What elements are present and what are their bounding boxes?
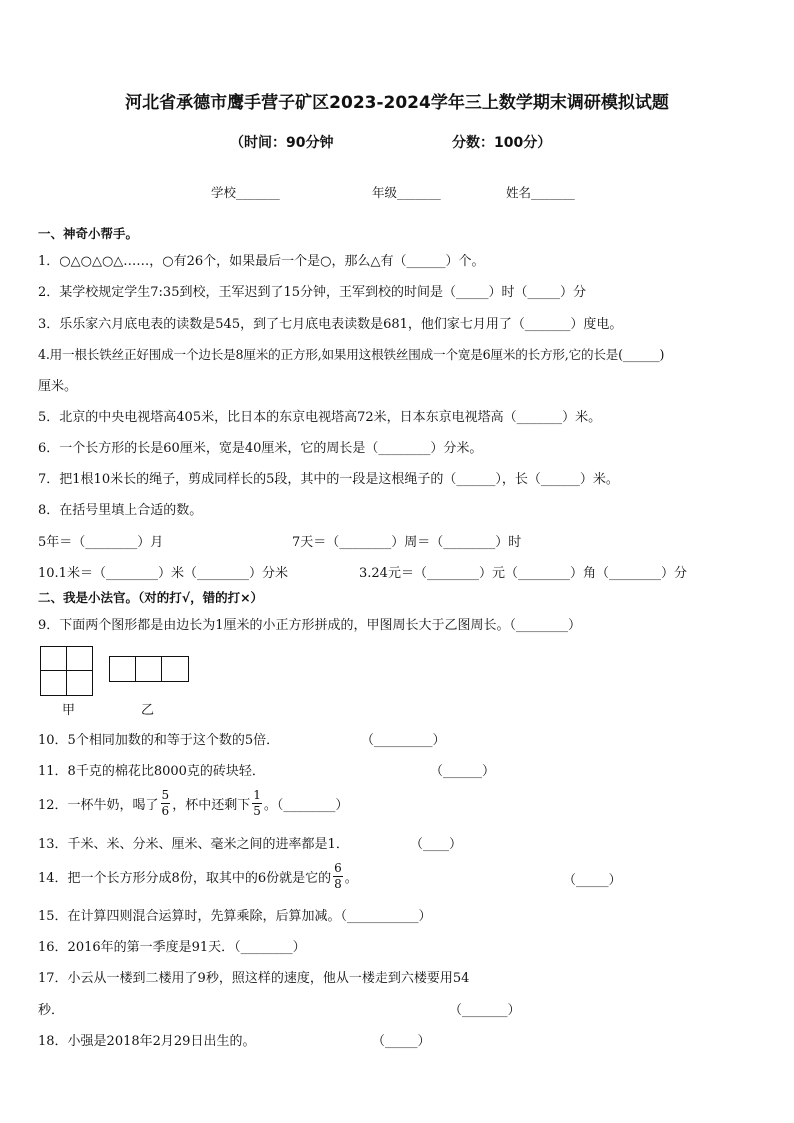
question-11-blank: （______） <box>430 764 496 779</box>
question-2: 2．某学校规定学生7:35到校，王军迟到了15分钟，王军到校的时间是（_____）时（_____）分 <box>38 285 587 300</box>
question-13-blank: （____） <box>410 837 463 852</box>
school-field: 学校_______ <box>211 185 280 200</box>
question-17-blank: （_______） <box>449 1003 521 1018</box>
question-13: 13．千米、米、分米、厘米、毫米之间的进率都是1． <box>38 837 349 852</box>
fraction-five-sixths <box>161 788 171 819</box>
question-12-text-1: 12．一杯牛奶，喝了 <box>38 797 159 813</box>
question-4: 4.用一根长铁丝正好围成一个边长是8厘米的正方形,如果用这根铁丝围成一个宽是6厘米的长方形,它的长是(______) <box>38 347 665 362</box>
section-heading-2: 二、我是小法官。（对的打√，错的打×） <box>38 590 264 605</box>
question-17-cont: 秒． <box>38 1003 65 1018</box>
question-6: 6．一个长方形的长是60厘米，宽是40厘米，它的周长是（________）分米。 <box>38 441 483 456</box>
figure-jia-label: 甲 <box>62 703 76 718</box>
question-14-text-1: 14．把一个长方形分成8份，取其中的6份就是它的 <box>38 870 332 886</box>
fraction-one-fifth <box>252 788 262 819</box>
question-14-text-2: 。 <box>344 870 358 886</box>
question-16: 16．2016年的第一季度是91天．（________） <box>38 940 306 955</box>
question-12-text-2: ，杯中还剩下 <box>172 797 251 813</box>
question-10-blank: （_________） <box>361 733 446 748</box>
question-8: 8．在括号里填上合适的数。 <box>38 503 203 518</box>
question-1: 1．○△○△○△……，○有26个，如果最后一个是○，那么△有（______）个。 <box>38 254 485 269</box>
question-8-part-b: 7天＝（________）周＝（________）时 <box>292 535 522 550</box>
question-11: 11．8千克的棉花比8000克的砖块轻． <box>38 764 265 779</box>
question-12-text-3: 。（________） <box>263 797 349 813</box>
question-5: 5．北京的中央电视塔高405米，比日本的东京电视塔高72米，日本东京电视塔高（_______）米。 <box>38 410 602 425</box>
grade-field: 年级_______ <box>372 185 441 200</box>
name-field: 姓名_______ <box>506 185 575 200</box>
question-8-part-a: 5年＝（________）月 <box>38 535 164 550</box>
fraction-six-eighths <box>333 861 343 892</box>
figure-yi-label: 乙 <box>141 703 155 718</box>
question-4-cont: 厘米。 <box>38 379 78 394</box>
question-9: 9．下面两个图形都是由边长为1厘米的小正方形拼成的，甲图周长大于乙图周长。（________） <box>38 618 582 633</box>
question-18: 18．小强是2018年2月29日出生的。 <box>38 1034 256 1049</box>
figure-jia <box>40 646 93 696</box>
question-15: 15．在计算四则混合运算时，先算乘除，后算加减。（___________） <box>38 909 432 924</box>
question-8-part-c: 10.1米＝（________）米（________）分米 <box>38 566 288 581</box>
fraction-numerator: 1 <box>253 787 261 802</box>
fraction-denominator: 6 <box>161 803 170 818</box>
page-title: 河北省承德市鹰手营子矿区2023-2024学年三上数学期末调研模拟试题 <box>125 93 669 113</box>
question-14 <box>38 857 358 895</box>
question-8-part-d: 3.24元＝（________）元（________）角（________）分 <box>359 566 687 581</box>
question-3: 3．乐乐家六月底电表的读数是545，到了七月底电表读数是681，他们家七月用了（_______）度电。 <box>38 317 623 332</box>
question-18-blank: （_____） <box>372 1034 431 1049</box>
fraction-numerator: 6 <box>334 860 342 875</box>
figure-yi <box>109 656 189 682</box>
question-17: 17．小云从一楼到二楼用了9秒，照这样的速度，他从一楼走到六楼要用54 <box>38 971 470 986</box>
question-12 <box>38 785 348 821</box>
fraction-denominator: 5 <box>253 803 261 818</box>
exam-score: 分数：100分） <box>452 135 552 151</box>
question-7: 7．把1根10米长的绳子，剪成同样长的5段，其中的一段是这根绳子的（______），长（______）米。 <box>38 472 619 487</box>
question-14-blank: （_____） <box>563 873 622 888</box>
fraction-numerator: 5 <box>161 787 170 802</box>
section-heading-1: 一、神奇小帮手。 <box>38 226 139 241</box>
question-10: 10．5个相同加数的和等于这个数的5倍． <box>38 733 280 748</box>
fraction-denominator: 8 <box>334 876 342 891</box>
exam-time: （时间：90分钟 <box>230 135 334 151</box>
